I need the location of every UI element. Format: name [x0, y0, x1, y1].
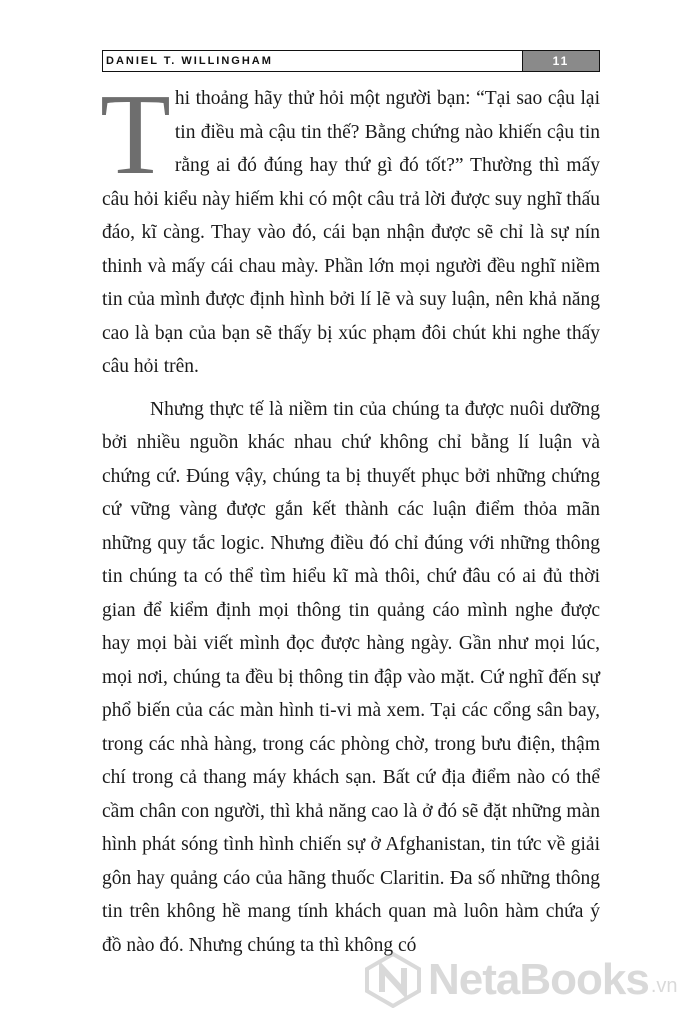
paragraph-2: Nhưng thực tế là niềm tin của chúng ta được nuôi dưỡng bởi nhiều nguồn khác nhau chứ không chỉ bằng lí luận và chứng cứ. Đúng vậy, chúng ta bị thuyết phục bởi những chứng cứ vững vàng được gắn kết thành các luận điểm thỏa mãn những quy tắc logic. Nhưng điều đó chỉ đúng với những thông tin chúng ta có thể tìm hiểu kĩ mà thôi, chứ đâu có ai đủ thời gian để kiểm định mọi thông tin quảng cáo mình nghe được hay mọi bài viết mình đọc được hàng ngày. Gần như mọi lúc, mọi nơi, chúng ta đều bị thông tin đập vào mặt. Cứ nghĩ đến sự phổ biến của các màn hình ti-vi mà xem. Tại các cổng sân bay, trong các nhà hàng, trong các phòng chờ, trong bưu điện, thậm chí trong cả thang máy khách sạn. Bất cứ địa điểm nào có thể cầm chân con người, thì khả năng cao là ở đó sẽ đặt những màn hình phát sóng tình hình chiến sự ở Afghanistan, tin tức về giải gôn hay quảng cáo của hãng thuốc Claritin. Đa số những thông tin trên không hề mang tính khách quan mà luôn hàm chứa ý đồ nào đó. Nhưng chúng ta thì không có [102, 398, 600, 956]
header-author: DANIEL T. WILLINGHAM [106, 55, 273, 67]
paragraph-1-text: hi thoảng hãy thử hỏi một người bạn: “Tại sao cậu lại tin điều mà cậu tin thế? Bằng chứng nào khiến cậu tin rằng ai đó đúng hay thứ gì đó tốt?” Thường thì mấy câu hỏi kiểu này hiếm khi có một câu trả lời được suy nghĩ thấu đáo, kĩ càng. Thay vào đó, cái bạn nhận được sẽ chỉ là sự nín thinh và mấy cái chau mày. Phần lớn mọi người đều nghĩ niềm tin của mình được định hình bởi lí lẽ và suy luận, nên khả năng cao là bạn của bạn sẽ thấy bị xúc phạm đôi chút khi nghe thấy câu hỏi trên. [102, 88, 600, 377]
page-number: 11 [522, 51, 599, 71]
paragraph-1 [100, 71, 600, 384]
watermark [364, 952, 678, 1008]
netabooks-logo-icon [364, 952, 422, 1008]
watermark-text: NetaBooks [428, 955, 649, 1004]
running-header [102, 50, 600, 72]
body-text [100, 71, 600, 962]
drop-cap: T [100, 71, 171, 199]
watermark-tld: .vn [650, 975, 678, 997]
